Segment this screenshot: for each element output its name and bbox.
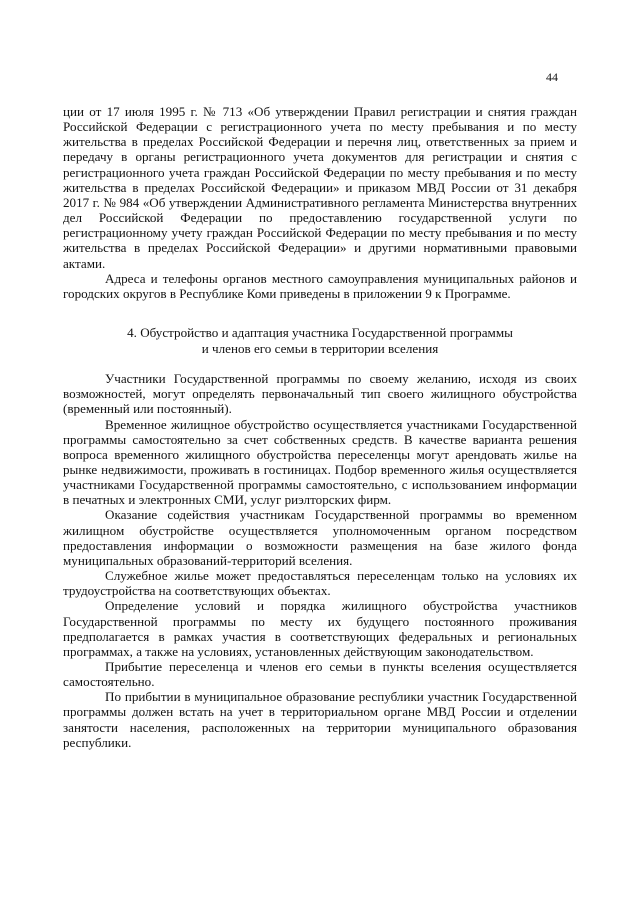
paragraph-service-housing: Служебное жилье может предоставляться переселенцам только на условиях их трудоустройства на соответствующих объектах. <box>63 568 577 599</box>
paragraph-permanent-housing: Определение условий и порядка жилищного обустройства участников Государственной программы по месту их будущего постоянного проживания предполагается в рамках участия в соответствующих федеральных и региональных программах, а также на условиях, установленных действующим законодательством. <box>63 598 577 659</box>
section-heading-line-2: и членов его семьи в территории вселения <box>201 341 439 357</box>
paragraph-addresses: Адреса и телефоны органов местного самоуправления муниципальных районов и городских округов в Республике Коми приведены в приложении 9 к Программе. <box>63 270 577 301</box>
paragraph-continuation: ции от 17 июля 1995 г. № 713 «Об утверждении Правил регистрации и снятия граждан Российской Федерации с регистрационного учета по месту пребывания и по месту жительства в пределах Российской Федерации и перечня лиц, ответственных за прием и передачу в органы регистрационного учета документов для регистрации и снятия с регистрационного учета граждан Российской Федерации по месту пребывания и по месту жительства в пределах Российской Федерации» и приказом МВД России от 31 декабря 2017 г. № 984 «Об утверждении Административного регламента Министерства внутренних дел Российской Федерации по предоставлению государственной услуги по регистрационному учету граждан Российской Федерации по месту пребывания и по месту жительства в пределах Российской Федерации» и другими нормативными правовыми актами. <box>63 104 577 271</box>
document-body <box>63 104 577 750</box>
paragraph-assistance: Оказание содействия участникам Государственной программы во временном жилищном обустройстве осуществляется уполномоченным органом посредством предоставления информации о возможности размещения на базе жилого фонда муниципальных образований-территорий вселения. <box>63 507 577 568</box>
section-heading-line-1: 4. Обустройство и адаптация участника Государственной программы <box>127 325 513 341</box>
paragraph-registration: По прибытии в муниципальное образование республики участник Государственной программы должен встать на учет в территориальном органе МВД России и отделении занятости населения, расположенных на территории муниципального образования республики. <box>63 689 577 750</box>
page-number: 44 <box>546 70 558 84</box>
section-heading <box>63 325 577 357</box>
paragraph-temporary-housing: Временное жилищное обустройство осуществляется участниками Государственной программы самостоятельно за счет собственных средств. В качестве варианта решения вопроса временного жилищного обустройства переселенцы могут арендовать жилье на рынке недвижимости, проживать в гостиницах. Подбор временного жилья осуществляется участниками Государственной программы самостоятельно, с использованием информации в печатных и электронных СМИ, услуг риэлторских фирм. <box>63 416 577 508</box>
paragraph-arrival: Прибытие переселенца и членов его семьи в пункты вселения осуществляется самостоятельно. <box>63 659 577 690</box>
paragraph-housing-type: Участники Государственной программы по своему желанию, исходя из своих возможностей, могут определять первоначальный тип своего жилищного обустройства (временный или постоянный). <box>63 371 577 417</box>
